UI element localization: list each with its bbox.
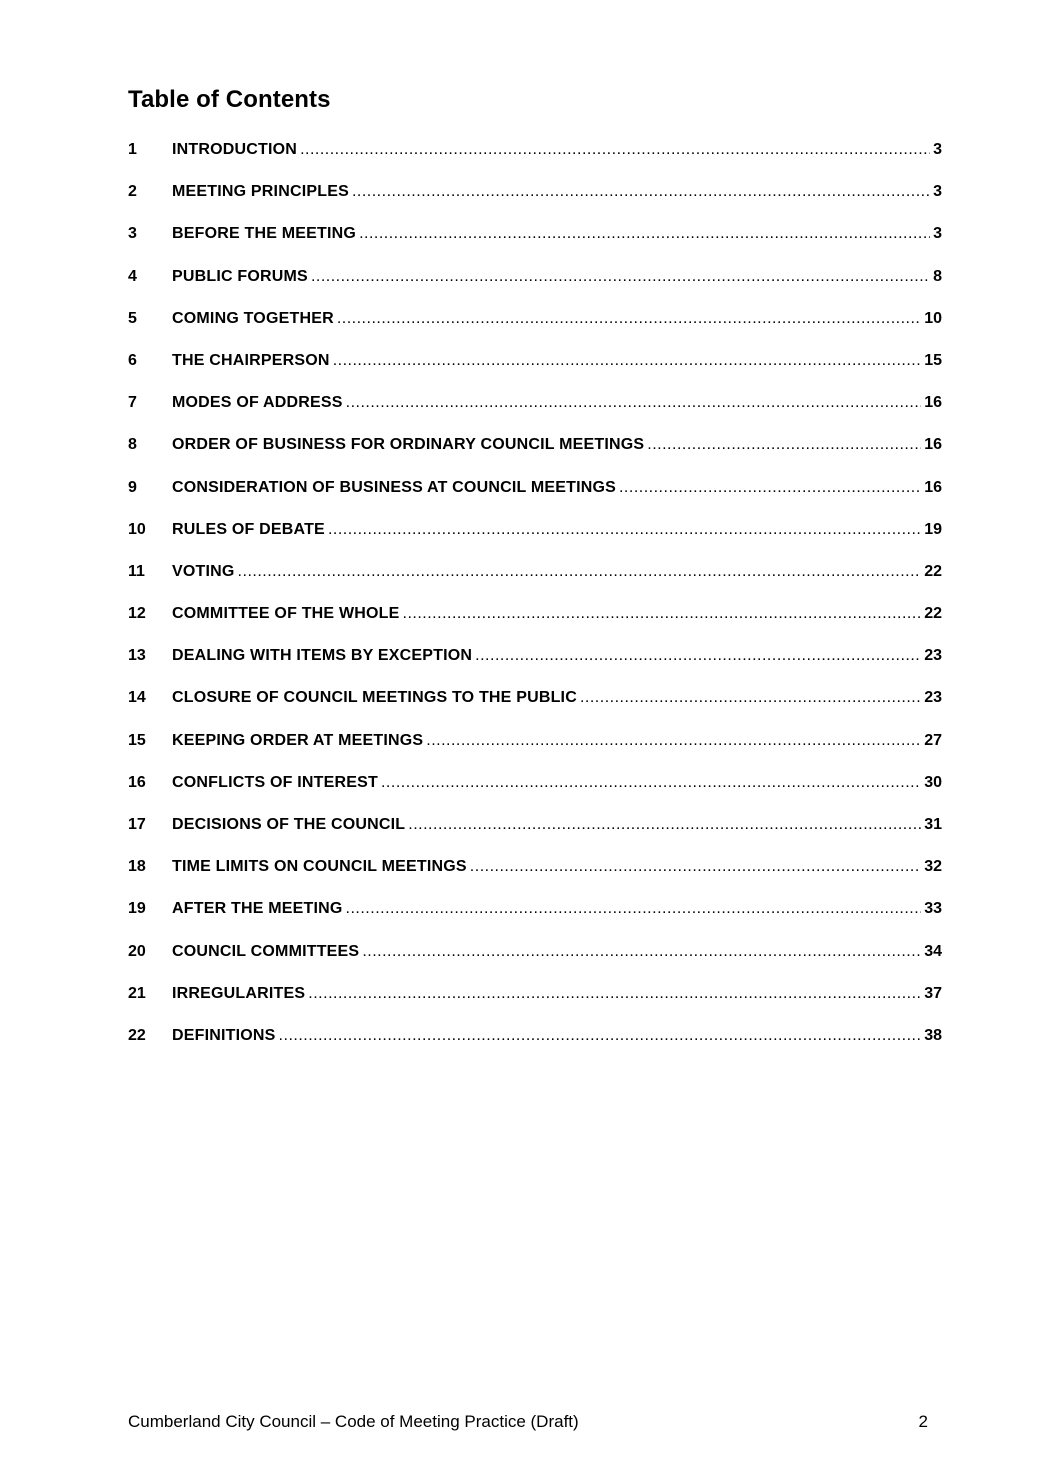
toc-entry-label: KEEPING ORDER AT MEETINGS <box>172 731 424 749</box>
toc-dot-leader <box>408 816 921 834</box>
toc-entry-number: 3 <box>128 225 137 243</box>
toc-dot-leader <box>311 268 930 286</box>
toc-entry-page: 19 <box>924 520 942 538</box>
toc-entry-label: RULES OF DEBATE <box>172 520 325 538</box>
toc-list <box>128 141 942 1069</box>
toc-entry[interactable] <box>128 985 942 1027</box>
footer-document-title: Cumberland City Council – Code of Meeting Practice (Draft) <box>128 1412 579 1431</box>
toc-entry-number: 16 <box>128 773 146 791</box>
toc-entry[interactable] <box>128 225 942 267</box>
toc-entry-number: 18 <box>128 858 146 876</box>
toc-entry-number: 1 <box>128 141 137 158</box>
toc-entry-number: 8 <box>128 436 137 454</box>
toc-entry-page: 3 <box>933 225 942 243</box>
toc-dot-leader <box>580 689 921 707</box>
toc-entry[interactable] <box>128 774 942 816</box>
toc-dot-leader <box>346 394 922 412</box>
toc-entry-label: COMMITTEE OF THE WHOLE <box>172 605 400 623</box>
toc-entry-label: CONFLICTS OF INTEREST <box>172 773 378 791</box>
toc-dot-leader <box>308 985 921 1003</box>
toc-entry-number: 19 <box>128 900 146 918</box>
toc-entry-number: 5 <box>128 309 137 327</box>
toc-entry[interactable] <box>128 183 942 225</box>
toc-title: Table of Contents <box>128 86 331 113</box>
footer-page-number: 2 <box>918 1412 928 1431</box>
toc-dot-leader <box>470 858 921 876</box>
toc-entry-label: MEETING PRINCIPLES <box>172 183 349 201</box>
toc-entry-number: 21 <box>128 984 146 1002</box>
toc-entry[interactable] <box>128 605 942 647</box>
toc-entry[interactable] <box>128 479 942 521</box>
toc-entry-page: 32 <box>924 858 942 876</box>
toc-entry-page: 23 <box>924 647 942 665</box>
toc-entry-number: 17 <box>128 816 146 833</box>
toc-dot-leader <box>352 183 930 201</box>
toc-dot-leader <box>362 943 921 961</box>
toc-dot-leader <box>426 732 921 750</box>
toc-entry[interactable] <box>128 943 942 985</box>
toc-entry-label: VOTING <box>172 562 235 580</box>
toc-entry[interactable] <box>128 310 942 352</box>
toc-entry[interactable] <box>128 732 942 774</box>
toc-entry-label: COUNCIL COMMITTEES <box>172 942 360 960</box>
toc-entry-number: 13 <box>128 647 146 665</box>
toc-entry-number: 20 <box>128 942 146 960</box>
toc-entry-page: 30 <box>924 773 942 791</box>
toc-entry-label: COMING TOGETHER <box>172 309 334 327</box>
toc-entry[interactable] <box>128 141 942 183</box>
toc-dot-leader <box>403 605 922 623</box>
toc-entry-page: 15 <box>924 351 942 369</box>
toc-entry-page: 37 <box>924 984 942 1002</box>
toc-entry[interactable] <box>128 563 942 605</box>
toc-entry-number: 22 <box>128 1026 146 1044</box>
toc-entry-number: 2 <box>128 183 137 201</box>
toc-entry-label: MODES OF ADDRESS <box>172 394 343 412</box>
toc-entry-label: BEFORE THE MEETING <box>172 225 357 243</box>
toc-entry-number: 15 <box>128 731 146 749</box>
toc-entry-number: 11 <box>128 562 145 580</box>
toc-entry[interactable] <box>128 521 942 563</box>
toc-entry-label: CLOSURE OF COUNCIL MEETINGS TO THE PUBLIC <box>172 689 577 707</box>
toc-entry[interactable] <box>128 689 942 731</box>
toc-entry-number: 7 <box>128 394 137 412</box>
toc-entry-page: 16 <box>924 478 942 496</box>
toc-entry-page: 16 <box>924 394 942 412</box>
toc-entry-label: CONSIDERATION OF BUSINESS AT COUNCIL MEETINGS <box>172 478 616 496</box>
toc-entry-page: 16 <box>924 436 942 454</box>
page-footer <box>128 1412 928 1432</box>
toc-entry[interactable] <box>128 1027 942 1069</box>
toc-entry-page: 38 <box>924 1026 942 1044</box>
toc-dot-leader <box>619 479 921 497</box>
toc-dot-leader <box>300 141 930 159</box>
toc-entry-label: DEFINITIONS <box>172 1026 276 1044</box>
toc-dot-leader <box>359 225 930 243</box>
toc-entry-page: 3 <box>933 183 942 201</box>
toc-dot-leader <box>337 310 921 328</box>
toc-entry-number: 4 <box>128 267 137 285</box>
toc-entry-page: 3 <box>933 141 942 158</box>
toc-entry[interactable] <box>128 647 942 689</box>
toc-entry-page: 10 <box>924 309 942 327</box>
toc-entry[interactable] <box>128 816 942 858</box>
toc-entry[interactable] <box>128 858 942 900</box>
toc-dot-leader <box>381 774 921 792</box>
toc-entry-page: 23 <box>924 689 942 707</box>
toc-entry-number: 9 <box>128 478 137 496</box>
toc-entry[interactable] <box>128 268 942 310</box>
toc-entry-label: THE CHAIRPERSON <box>172 351 330 369</box>
toc-entry-page: 33 <box>924 900 942 918</box>
toc-entry-label: DEALING WITH ITEMS BY EXCEPTION <box>172 647 473 665</box>
toc-entry-page: 22 <box>924 562 942 580</box>
toc-entry-number: 14 <box>128 689 146 707</box>
toc-entry-page: 27 <box>924 731 942 749</box>
toc-entry-label: IRREGULARITES <box>172 984 306 1002</box>
toc-entry[interactable] <box>128 900 942 942</box>
toc-entry[interactable] <box>128 394 942 436</box>
toc-dot-leader <box>333 352 922 370</box>
toc-entry-number: 10 <box>128 520 146 538</box>
toc-dot-leader <box>279 1027 922 1045</box>
toc-dot-leader <box>475 647 921 665</box>
toc-entry-number: 6 <box>128 351 137 369</box>
toc-entry[interactable] <box>128 352 942 394</box>
toc-entry-label: ORDER OF BUSINESS FOR ORDINARY COUNCIL MEETINGS <box>172 436 645 454</box>
toc-entry-number: 12 <box>128 605 146 623</box>
toc-entry-page: 22 <box>924 605 942 623</box>
toc-entry[interactable] <box>128 436 942 478</box>
toc-entry-label: INTRODUCTION <box>172 141 298 158</box>
toc-entry-label: TIME LIMITS ON COUNCIL MEETINGS <box>172 858 467 876</box>
toc-entry-label: AFTER THE MEETING <box>172 900 343 918</box>
toc-dot-leader <box>647 436 921 454</box>
toc-entry-page: 34 <box>924 942 942 960</box>
toc-dot-leader <box>346 900 922 918</box>
toc-entry-page: 31 <box>924 816 942 833</box>
toc-dot-leader <box>328 521 921 539</box>
toc-entry-label: PUBLIC FORUMS <box>172 267 308 285</box>
toc-entry-page: 8 <box>933 267 942 285</box>
toc-entry-label: DECISIONS OF THE COUNCIL <box>172 816 406 833</box>
toc-dot-leader <box>238 563 922 581</box>
